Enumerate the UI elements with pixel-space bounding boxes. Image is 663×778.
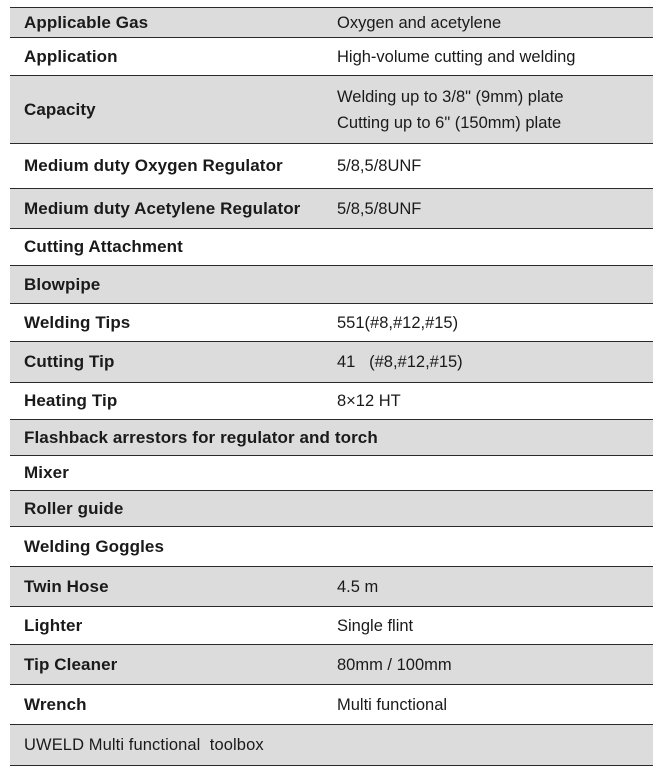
table-row — [10, 38, 653, 76]
table-row — [10, 567, 653, 607]
row-label: Roller guide — [24, 498, 124, 518]
row-value: 5/8,5/8UNF — [337, 157, 422, 175]
row-label: Blowpipe — [24, 274, 101, 294]
table-row — [10, 229, 653, 266]
table-row — [10, 685, 653, 725]
row-value: 551(#8,#12,#15) — [337, 313, 459, 332]
row-value-line-1: Welding up to 3/8" (9mm) plate — [337, 88, 564, 106]
table-row — [10, 491, 653, 527]
table-row — [10, 645, 653, 685]
row-value: 80mm / 100mm — [337, 655, 452, 674]
table-row — [10, 144, 653, 189]
row-label: Heating Tip — [24, 391, 118, 410]
row-value: Single flint — [337, 616, 414, 635]
row-label: Mixer — [24, 463, 69, 482]
row-value: 8×12 HT — [337, 392, 401, 410]
row-label: Lighter — [24, 615, 83, 635]
row-value: High-volume cutting and welding — [337, 47, 576, 66]
table-row — [10, 456, 653, 491]
row-value-line-2: Cutting up to 6" (150mm) plate — [337, 114, 562, 132]
row-label: Tip Cleaner — [24, 654, 118, 674]
row-value: 5/8,5/8UNF — [337, 199, 422, 218]
row-label: Application — [24, 46, 118, 66]
table-row — [10, 266, 653, 304]
row-label: Wrench — [24, 694, 87, 714]
row-value: Multi functional — [337, 695, 448, 714]
table-row — [10, 420, 653, 456]
table-row — [10, 342, 653, 383]
row-value: Oxygen and acetylene — [337, 13, 502, 32]
row-label: Twin Hose — [24, 576, 109, 596]
row-label: Capacity — [24, 99, 96, 119]
row-label: UWELD Multi functional toolbox — [24, 735, 264, 754]
row-label: Medium duty Oxygen Regulator — [24, 156, 283, 175]
table-row — [10, 8, 653, 38]
row-value: 4.5 m — [337, 577, 379, 596]
row-value — [337, 84, 564, 136]
row-value: 41 (#8,#12,#15) — [337, 353, 463, 371]
table-row — [10, 76, 653, 144]
row-label: Flashback arrestors for regulator and torch — [24, 427, 378, 447]
table-row — [10, 725, 653, 766]
row-label: Medium duty Acetylene Regulator — [24, 198, 301, 218]
table-row — [10, 304, 653, 342]
row-label: Welding Tips — [24, 312, 131, 332]
table-row — [10, 527, 653, 567]
row-label: Applicable Gas — [24, 12, 149, 32]
table-row — [10, 607, 653, 645]
table-row — [10, 189, 653, 229]
row-label: Welding Goggles — [24, 536, 165, 556]
row-label: Cutting Tip — [24, 352, 115, 371]
table-row — [10, 383, 653, 420]
spec-table — [10, 7, 653, 766]
row-label: Cutting Attachment — [24, 237, 183, 256]
